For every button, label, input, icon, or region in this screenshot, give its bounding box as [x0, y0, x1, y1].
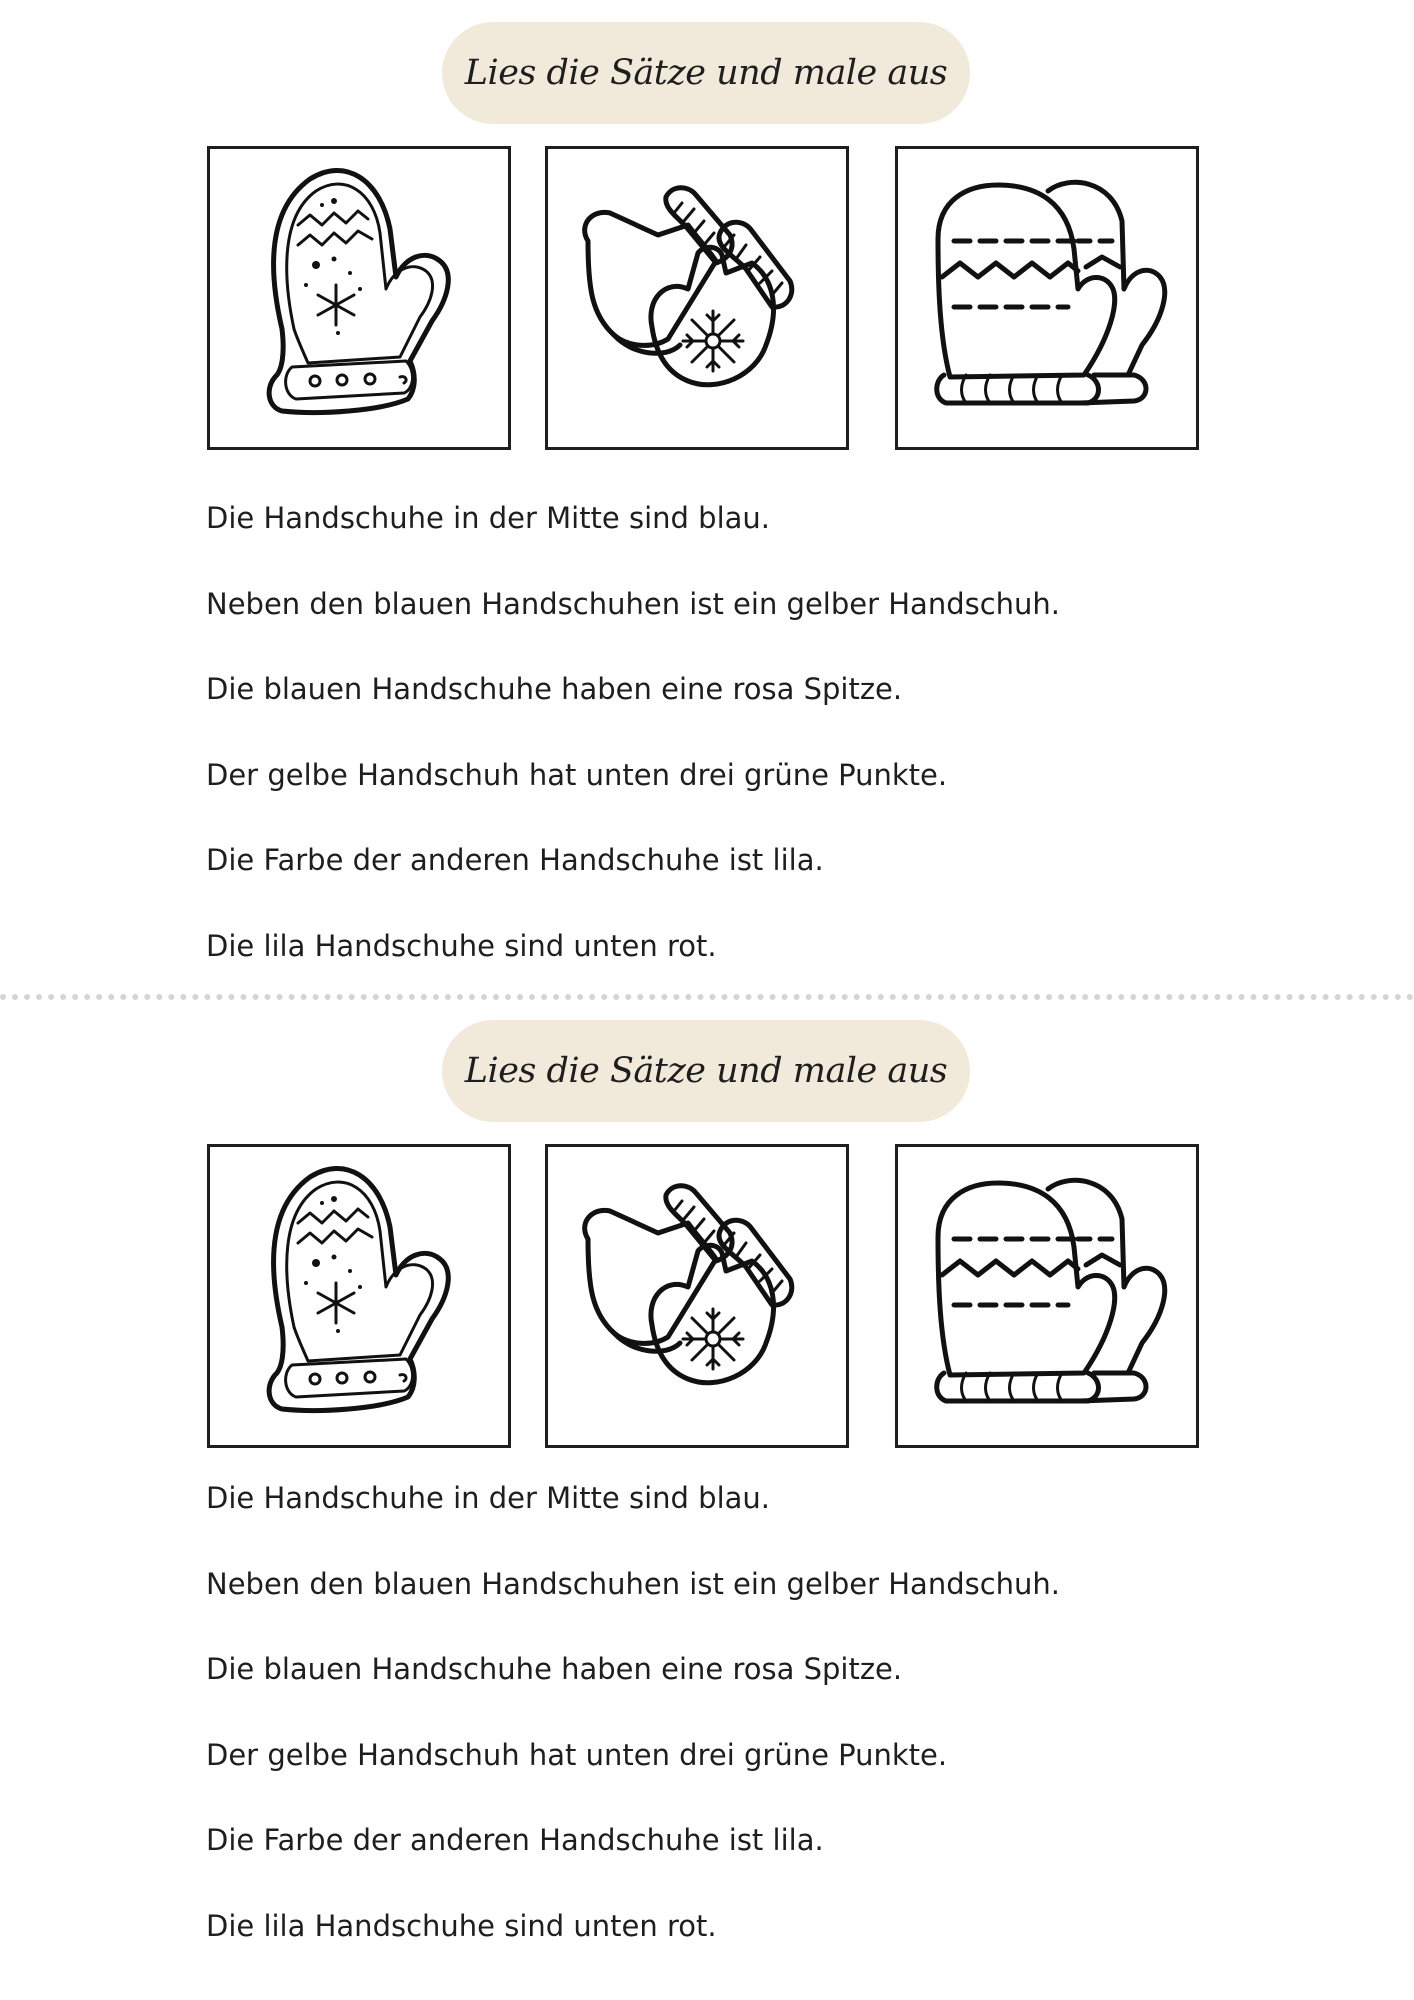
picture-box-single-mitten[interactable] [207, 146, 511, 450]
sentence: Die blauen Handschuhe haben eine rosa Spitze. [206, 672, 903, 706]
sentence: Die blauen Handschuhe haben eine rosa Spitze. [206, 1652, 903, 1686]
worksheet-title: Lies die Sätze und male aus [442, 1020, 970, 1122]
picture-box-mitten-pair-snowflake[interactable] [545, 1144, 849, 1448]
sentence: Neben den blauen Handschuhen ist ein gelber Handschuh. [206, 586, 1061, 621]
picture-box-mitten-pair-snowflake[interactable] [545, 146, 849, 450]
mitten-pair-snowflake-icon [548, 1147, 846, 1445]
sentence: Die Farbe der anderen Handschuhe ist lila. [206, 1823, 824, 1857]
sentence-list [206, 1476, 1060, 1989]
worksheet-bottom [0, 998, 1414, 1988]
sentence: Die lila Handschuhe sind unten rot. [206, 928, 717, 963]
picture-box-single-mitten[interactable] [207, 1144, 511, 1448]
sentence-list [206, 496, 1060, 1009]
sentence: Die lila Handschuhe sind unten rot. [206, 1908, 717, 1943]
mitten-icon [210, 149, 508, 447]
mitten-pair-snowflake-icon [548, 149, 846, 447]
sentence: Neben den blauen Handschuhen ist ein gelber Handschuh. [206, 1566, 1061, 1601]
sentence: Der gelbe Handschuh hat unten drei grüne Punkte. [206, 1737, 948, 1772]
worksheet-title: Lies die Sätze und male aus [442, 22, 970, 124]
picture-box-mitten-pair-striped[interactable] [895, 146, 1199, 450]
mitten-icon [210, 1147, 508, 1445]
worksheet-top [0, 0, 1414, 990]
picture-box-mitten-pair-striped[interactable] [895, 1144, 1199, 1448]
sentence: Die Handschuhe in der Mitte sind blau. [206, 1481, 770, 1515]
sentence: Der gelbe Handschuh hat unten drei grüne Punkte. [206, 757, 948, 792]
mitten-pair-striped-icon [898, 149, 1196, 447]
sentence: Die Handschuhe in der Mitte sind blau. [206, 501, 770, 535]
sentence: Die Farbe der anderen Handschuhe ist lila. [206, 843, 824, 877]
mitten-pair-striped-icon [898, 1147, 1196, 1445]
